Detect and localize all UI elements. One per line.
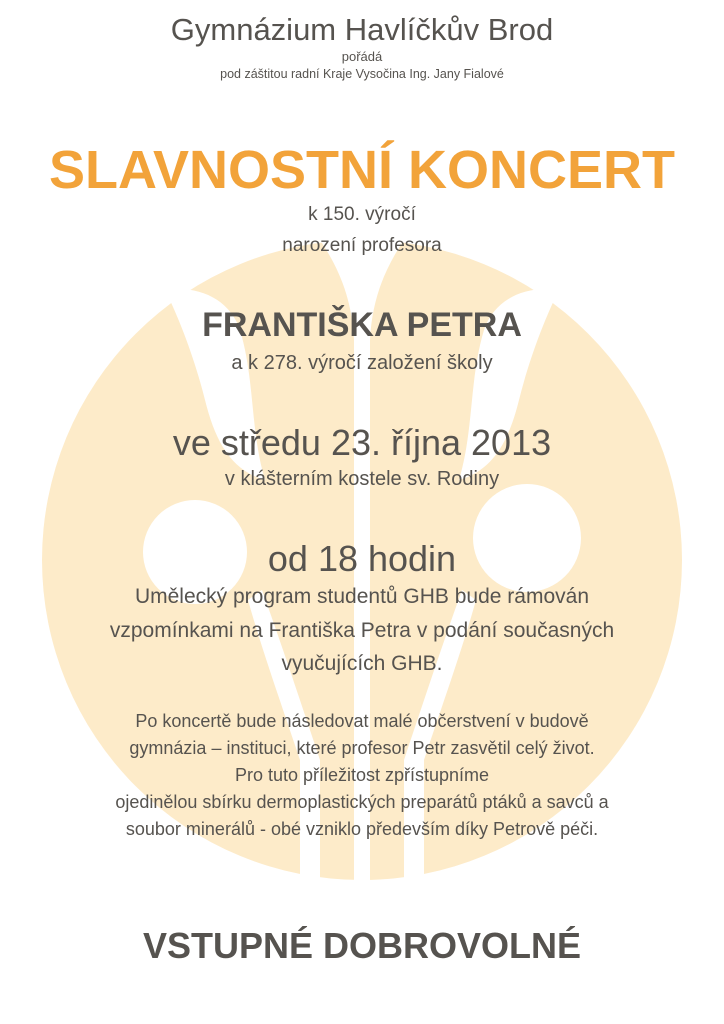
program-line: vyučujících GHB.: [281, 652, 443, 675]
patronage-text: pod záštitou radní Kraje Vysočina Ing. Jany Fialové: [220, 67, 504, 81]
organizer-name: Gymnázium Havlíčkův Brod: [170, 12, 554, 47]
event-place: v klášterním kostele sv. Rodiny: [224, 468, 500, 490]
school-anniversary-line: a k 278. výročí založení školy: [231, 352, 493, 374]
program-line: vzpomínkami na Františka Petra v podání současných: [109, 619, 615, 642]
admission-notice: VSTUPNÉ DOBROVOLNÉ: [142, 925, 582, 966]
afterwards-line: soubor minerálů - obé vzniklo především díky Petrově péči.: [125, 819, 599, 839]
afterwards-line: ojedinělou sbírku dermoplastických preparátů ptáků a savců a: [115, 792, 609, 812]
program-line: Umělecký program studentů GHB bude rámován: [134, 585, 590, 608]
event-time: od 18 hodin: [267, 538, 457, 579]
anniversary-line: k 150. výročí: [308, 204, 416, 225]
afterwards-line: Pro tuto příležitost zpřístupníme: [234, 765, 490, 785]
event-date: ve středu 23. října 2013: [172, 422, 552, 463]
afterwards-line: Po koncertě bude následovat malé občerstvení v budově: [135, 711, 589, 731]
concert-title: SLAVNOSTNÍ KONCERT: [48, 140, 675, 200]
professor-name: FRANTIŠKA PETRA: [202, 306, 522, 344]
organizes-label: pořádá: [341, 49, 383, 64]
birth-line: narození profesora: [282, 235, 442, 256]
afterwards-line: gymnázia – instituci, které profesor Petr zasvětil celý život.: [129, 738, 595, 758]
